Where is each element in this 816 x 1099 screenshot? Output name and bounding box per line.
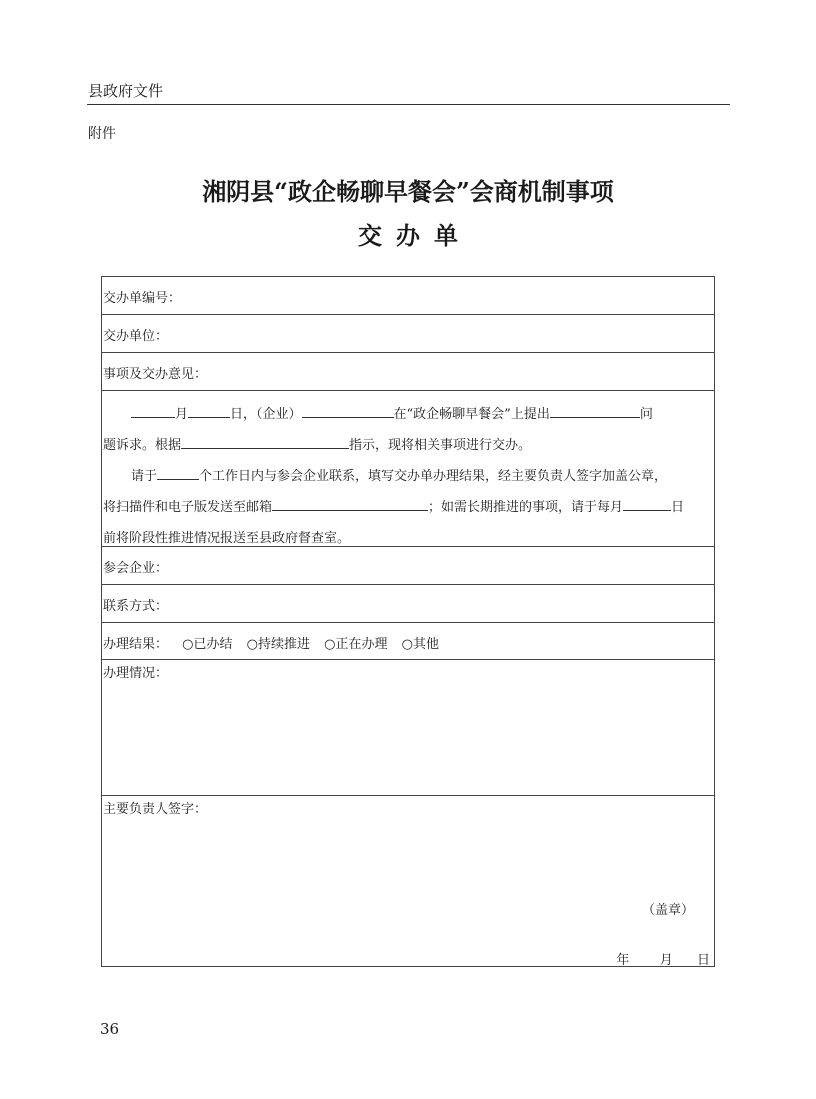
text: 指示，现将相关事项进行交办。 bbox=[349, 438, 532, 453]
text: 请于 bbox=[131, 469, 158, 484]
company-label: 参会企业： bbox=[103, 561, 169, 576]
month-blank[interactable] bbox=[131, 403, 175, 418]
matter-label: 事项及交办意见： bbox=[103, 367, 208, 382]
result-group bbox=[103, 633, 439, 652]
year-label: 年 bbox=[616, 953, 630, 968]
result-option-in-progress[interactable]: ○正在办理 bbox=[324, 637, 388, 652]
text: 日，（企业） bbox=[230, 407, 302, 422]
text: 个工作日内与参会企业联系，填写交办单办理结果，经主要负责人签字加盖公章， bbox=[199, 469, 668, 484]
text: 问 bbox=[639, 407, 653, 422]
email-blank[interactable] bbox=[272, 496, 428, 511]
form-row-instructions bbox=[102, 391, 714, 547]
day-label: 日 bbox=[696, 953, 710, 968]
form-row-matter bbox=[102, 353, 714, 391]
header-divider bbox=[87, 104, 730, 105]
issue-blank[interactable] bbox=[550, 403, 640, 418]
header-title: 县政府文件 bbox=[88, 82, 164, 100]
attachment-label: 附件 bbox=[88, 126, 116, 142]
result-option-other[interactable]: ○其他 bbox=[401, 637, 439, 652]
day-blank[interactable] bbox=[188, 403, 230, 418]
company-blank[interactable] bbox=[302, 403, 394, 418]
unit-label: 交办单位： bbox=[103, 329, 169, 344]
workdays-blank[interactable] bbox=[157, 465, 199, 480]
instruction-paragraph bbox=[103, 399, 710, 554]
text: 日 bbox=[671, 500, 685, 515]
form-row-situation[interactable] bbox=[102, 660, 714, 796]
text: 前将阶段性推进情况报送至县政府督查室。 bbox=[103, 531, 351, 546]
seal-label: （盖章） bbox=[641, 903, 694, 918]
text: 月 bbox=[175, 407, 189, 422]
form-row-number[interactable] bbox=[102, 277, 714, 315]
page-number: 36 bbox=[100, 1020, 120, 1038]
situation-label: 办理情况： bbox=[103, 666, 169, 681]
document-subtitle: 交办单 bbox=[358, 221, 472, 250]
instruction-source-blank[interactable] bbox=[181, 434, 349, 449]
result-option-completed[interactable]: ○已办结 bbox=[182, 637, 233, 652]
form-row-unit[interactable] bbox=[102, 315, 714, 353]
text: 题诉求。根据 bbox=[103, 438, 182, 453]
monthly-day-blank[interactable] bbox=[623, 496, 671, 511]
number-label: 交办单编号： bbox=[103, 291, 182, 306]
text: 在“政企畅聊早餐会”上提出 bbox=[393, 407, 550, 422]
result-option-ongoing[interactable]: ○持续推进 bbox=[246, 637, 310, 652]
form-row-signature[interactable] bbox=[102, 796, 714, 967]
document-title: 湘阴县“政企畅聊早餐会”会商机制事项 bbox=[202, 177, 614, 206]
date-line bbox=[616, 949, 710, 968]
form-row-company[interactable] bbox=[102, 547, 714, 585]
assignment-form bbox=[101, 276, 715, 967]
signature-label: 主要负责人签字： bbox=[103, 802, 208, 817]
text: 将扫描件和电子版发送至邮箱 bbox=[103, 500, 273, 515]
result-label: 办理结果： bbox=[103, 637, 169, 652]
form-row-result bbox=[102, 623, 714, 660]
month-label: 月 bbox=[659, 953, 673, 968]
text: ；如需长期推进的事项，请于每月 bbox=[428, 500, 624, 515]
contact-label: 联系方式： bbox=[103, 599, 169, 614]
form-row-contact[interactable] bbox=[102, 585, 714, 623]
